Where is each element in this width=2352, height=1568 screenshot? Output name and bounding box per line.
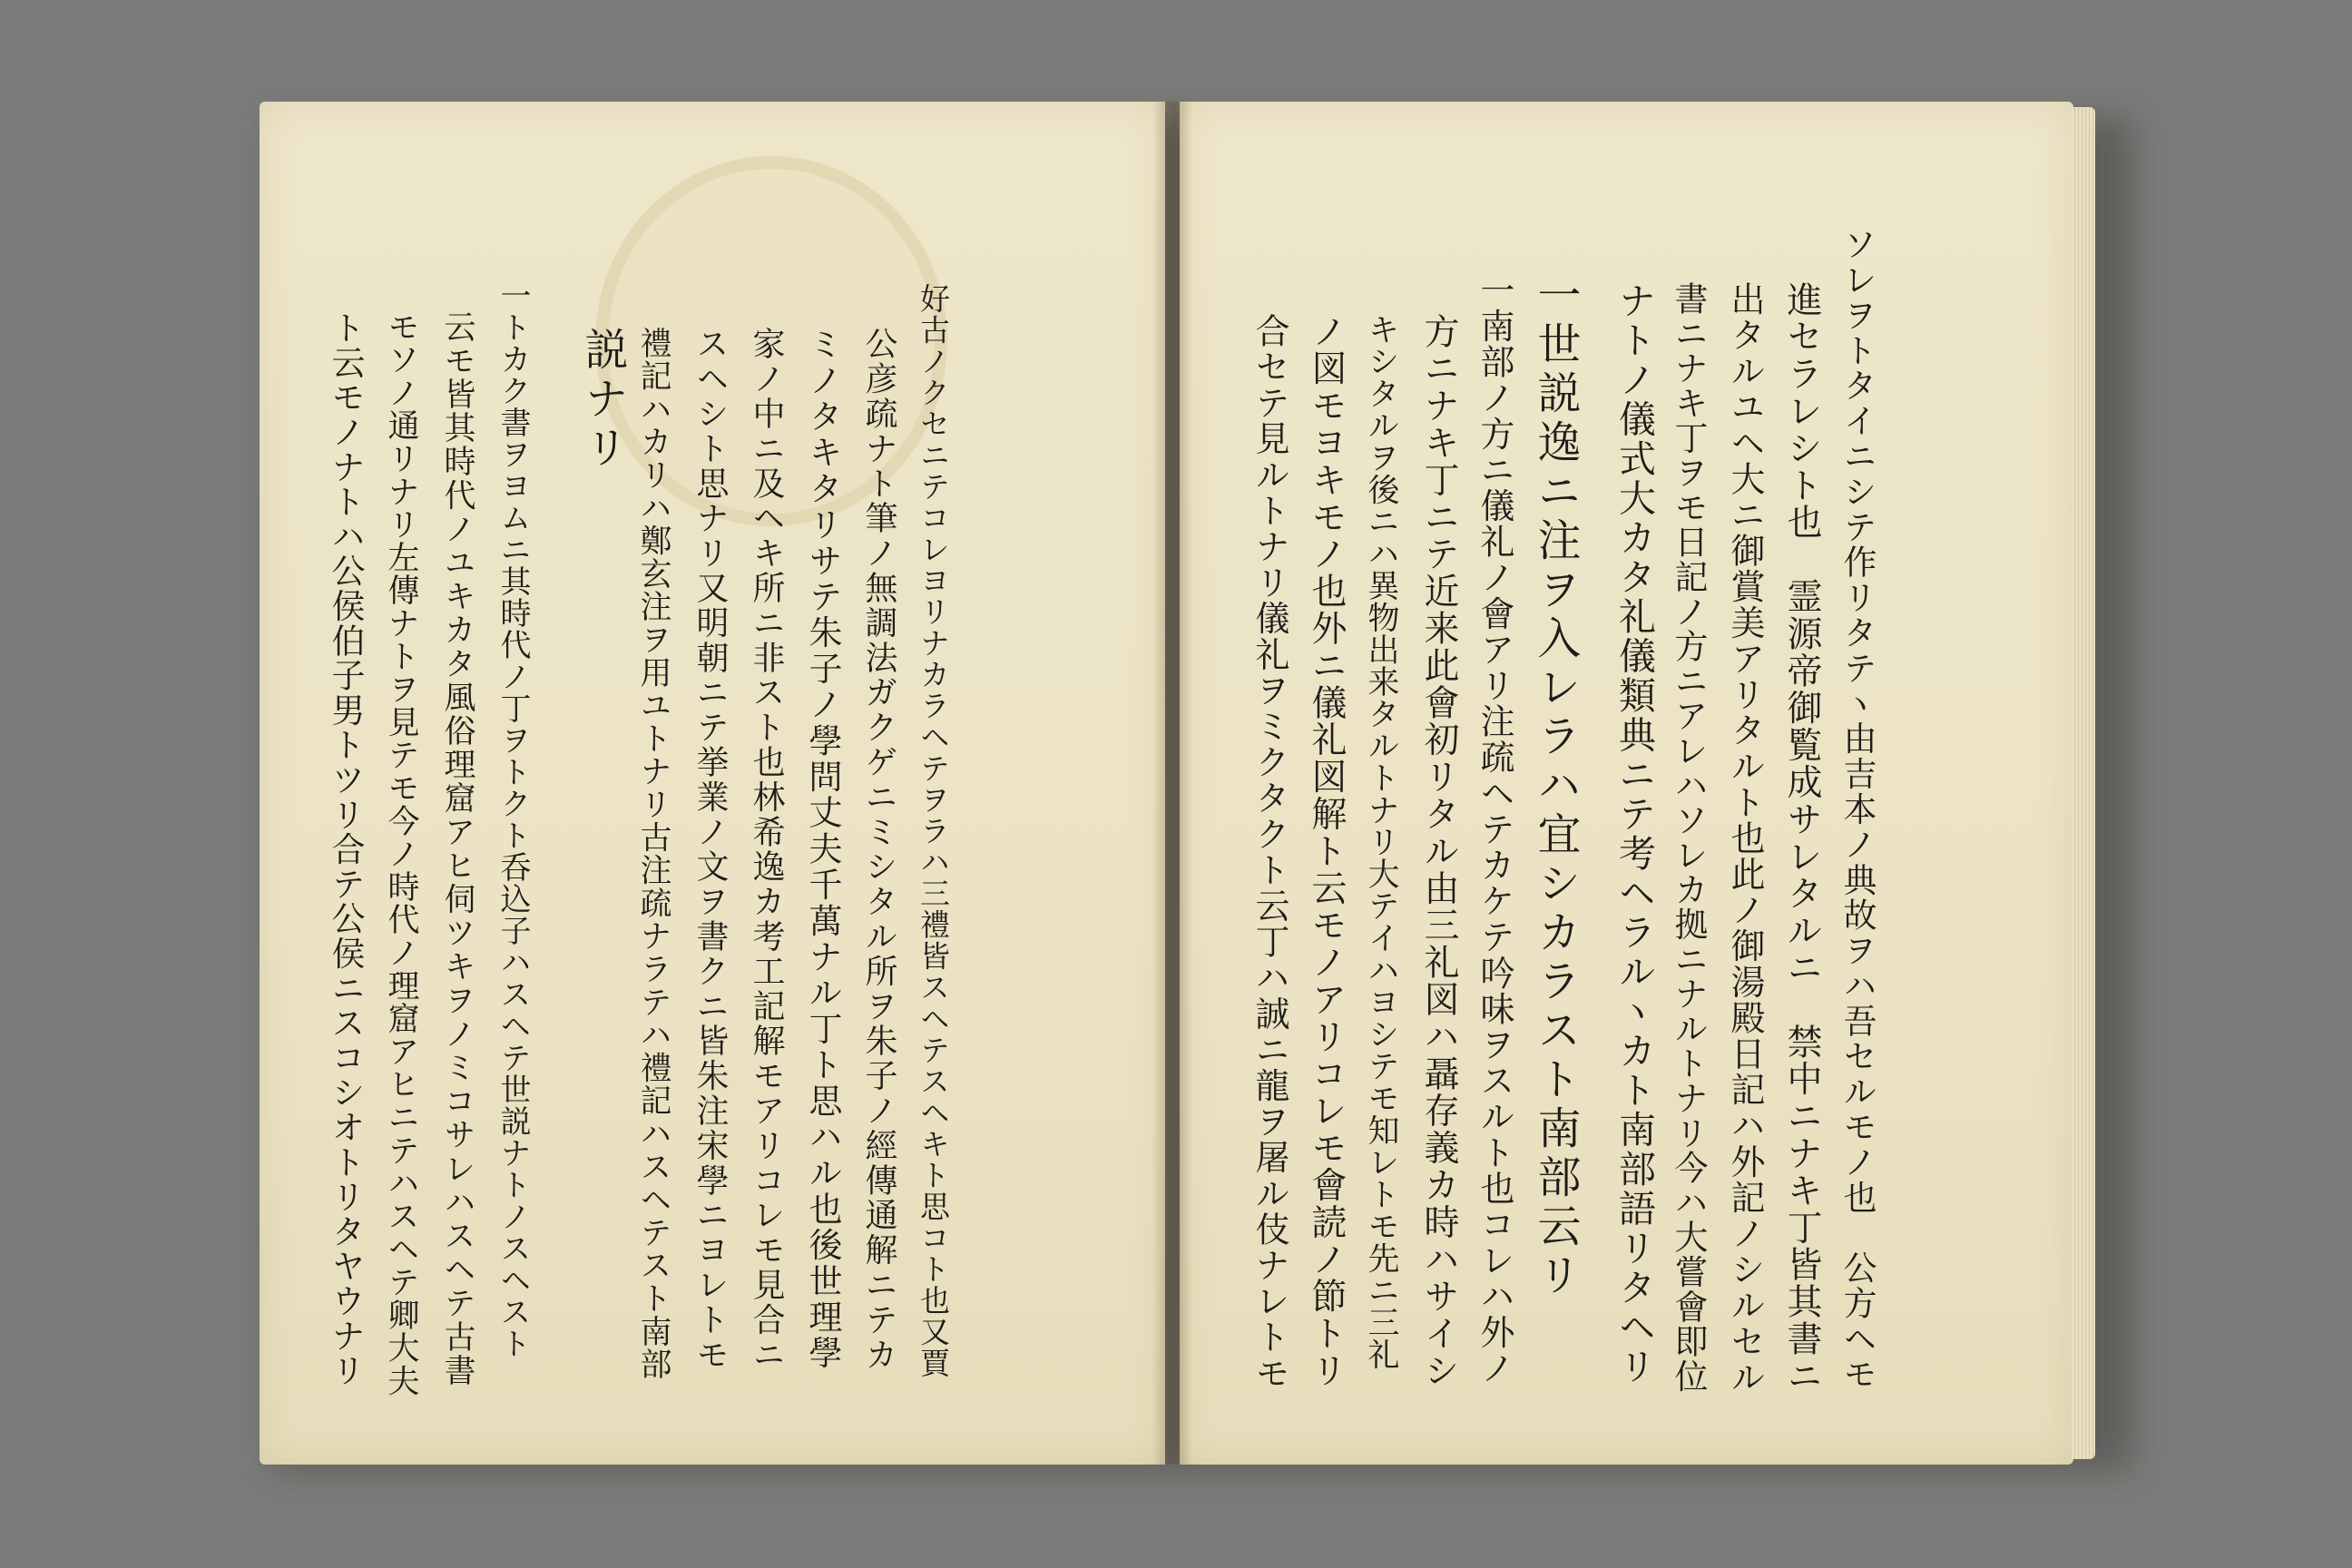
right-page-column-8: 方ニナキ丁ニテ近来此會初リタル由三礼図ハ聶存義カ時ハサイシ [1418, 313, 1459, 1390]
left-page-column-1: 好古ノクセニテコレヨリナカラヘテヲラハ三禮皆スヘテスヘキト思コト也又賈 [916, 283, 951, 1379]
right-page-column-11: 合セテ見ルトナリ儀礼ヲミクタクト云丁ハ誠ニ龍ヲ屠ル伎ナレトモ [1250, 313, 1289, 1391]
right-page-column-7: 一南部ノ方ニ儀礼ノ會アリ注疏ヘテカケテ吟味ヲスルト也コレハ外ノ [1475, 272, 1514, 1387]
left-page-column-11: ト云モノナトハ公侯伯子男トツリ合テ公侯ニスコシオトリタヤウナリ [326, 310, 365, 1388]
left-page-column-9: 云モ皆其時代ノユキカタ風俗理窟アヒ伺ツキヲノミコサレハスヘテ古書 [439, 310, 475, 1388]
left-page-column-2: 公彦疏ナト筆ノ無調法ガクゲニミシタル所ヲ朱子ノ經傳通解ニテカ [860, 327, 897, 1372]
left-page-column-10: モソノ通リナリ左傳ナトヲ見テモ今ノ時代ノ理窟アヒニテハスヘテ卿大夫 [383, 310, 419, 1397]
right-page-column-2: 進セラレシト也 霊源帝御覧成サレタルニ 禁中ニナキ丁皆其書ニ [1781, 281, 1822, 1395]
right-page-column-3: 出タルユヘ大ニ御賞美アリタルト也此ノ御湯殿日記ハ外記ノシルセル [1725, 281, 1765, 1396]
page-edges [2072, 107, 2095, 1459]
left-page-column-7: 説ナリ [577, 327, 628, 474]
right-page-column-5: ナトノ儀式大カタ礼儀類典ニテ考ヘラルヽカト南部語リタヘリ [1612, 281, 1656, 1387]
left-page-column-8: 一トカク書ヲヨムニ其時代ノ丁ヲトクト呑込子ハスヘテ世説ナトノスヘスト [495, 279, 531, 1359]
left-page-column-3: ミノタキタリサテ朱子ノ學問丈夫千萬ナル丁ト思ハル也後世理學 [803, 327, 842, 1372]
left-page-column-6: 禮記ハカリハ鄭玄注ヲ用ユトナリ古注疏ナラテハ禮記ハスヘテスト南部 [635, 327, 671, 1381]
right-page-column-4: 書ニナキ丁ヲモ日記ノ方ニアレハソレカ拠ニナルトナリ今ハ大嘗會即位 [1669, 281, 1708, 1394]
right-page-column-10: ノ図モヨキモノ也外ニ儀礼図解ト云モノアリコレモ會読ノ節トリ [1306, 313, 1347, 1390]
book-gutter [1152, 102, 1192, 1465]
left-page-column-4: 家ノ中ニ及ヘキ所ニ非スト也林希逸カ考工記解モアリコレモ見合ニ [748, 327, 785, 1372]
right-page-column-9: キシタルヲ後ニハ異物出来タルトナリ大テイハヨシテモ知レトモ先ニ三礼 [1363, 313, 1399, 1370]
right-page-column-6: 一世説逸ニ注ヲ入レラハ宜シカラスト南部云リ [1530, 272, 1581, 1301]
left-page-column-5: スヘシト思ナリ又明朝ニテ挙業ノ文ヲ書クニ皆朱注宋學ニヨレトモ [691, 327, 729, 1372]
right-page-column-1: ソレヲトタイニシテ作リタテヽ由吉本ノ典故ヲハ吾セルモノ也 公方ヘモ [1838, 227, 1877, 1392]
